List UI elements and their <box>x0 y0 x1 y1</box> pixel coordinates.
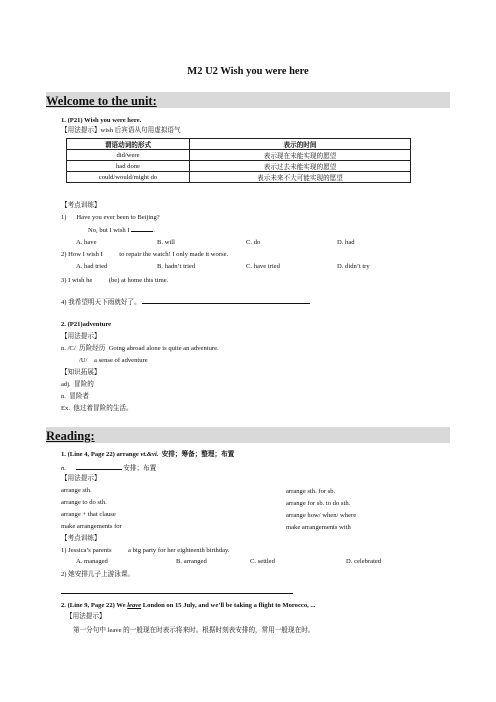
item2-tip: 【用法提示】 <box>61 333 101 340</box>
table-row <box>67 161 411 172</box>
table-cell: 表示未来不大可能实现的愿望 <box>190 172 411 183</box>
usage-right-1: arrange sth. for sb. <box>286 488 336 495</box>
reading1-noun-line <box>61 462 156 473</box>
reading1-pos: vt.&vi. <box>140 451 159 458</box>
usage-right-3: arrange how/ when/ where <box>286 512 357 519</box>
item2-line1: n. /C/ 历险经历 Going abroad alone is quite an adventure. <box>61 345 219 352</box>
item1-q1-line2: No, but I wish I . <box>88 224 155 235</box>
table-header-cell: 谓语动词的形式 <box>67 139 190 150</box>
reading2-heading-rest: London on 15 July, and we’ll be taking a flight to Morocco, ... <box>141 602 316 609</box>
q1-option-c: C. do <box>246 239 261 246</box>
answer-blank[interactable] <box>142 296 310 304</box>
item1-tip: 【用法提示】wish 后宾语从句用虚拟语气 <box>61 127 181 134</box>
table-cell: could/would/might do <box>67 172 190 183</box>
table-header-cell: 表示的时间 <box>190 139 411 150</box>
table-cell: 表示过去未能实现的愿望 <box>190 161 411 172</box>
q2-option-b: B. hadn’t tried <box>157 263 196 270</box>
item1-q2: 2) How I wish I to repair the watch! I only made it worse. <box>61 251 229 258</box>
reading2-heading <box>61 601 315 610</box>
usage-left-3: arrange + that clause <box>61 511 116 518</box>
item2-extension-label: 【知识拓展】 <box>61 369 101 376</box>
usage-left-4: make arrangements for <box>61 523 122 530</box>
reading1-practice-label: 【考点训练】 <box>61 535 101 542</box>
item2-line3: adj. 冒险的 <box>61 381 94 388</box>
item1-q4 <box>61 296 310 307</box>
usage-left-2: arrange to do sth. <box>61 499 107 506</box>
item2-line5: Ex. 他过着冒险的生活。 <box>61 405 133 412</box>
item1-q1-line1: 1) Have you ever been to Beijing? <box>61 214 160 221</box>
table-cell: had done <box>67 161 190 172</box>
usage-left-1: arrange sth. <box>61 487 92 494</box>
table-row <box>67 150 411 161</box>
q1-option-b: B. will <box>157 239 175 246</box>
q2-option-d: D. didn’t try <box>337 263 370 270</box>
reading1-meanings: 安排；筹备；整理；布置 <box>158 451 235 458</box>
page-title: M2 U2 Wish you were here <box>187 66 309 77</box>
reading1-q2: 2) 她安排儿子上游泳课。 <box>61 571 135 578</box>
item2-line4: n. 冒险者 <box>61 393 90 400</box>
usage-right-4: make arrangements with <box>286 524 351 531</box>
reading1-heading-text: 1. (Line 4, Page 22) arrange <box>61 451 141 458</box>
item1-q3: 3) I wish he (be) at home this time. <box>61 277 169 284</box>
r-q1-option-a: A. managed <box>76 558 108 565</box>
section-header-reading <box>46 427 450 443</box>
reading2-heading-text: 2. (Line 9, Page 22) We <box>61 602 128 609</box>
table-cell: did/were <box>67 150 190 161</box>
table-row <box>67 172 411 183</box>
answer-line[interactable] <box>61 593 293 594</box>
r-q1-option-c: C. settled <box>250 558 275 565</box>
item2-heading: 2. (P21)adventure <box>61 321 112 328</box>
q1-option-a: A. have <box>76 239 97 246</box>
q2-option-c: C. have tried <box>246 263 280 270</box>
noun-meaning: 安排；布置 <box>123 465 157 472</box>
reading1-q1: 1) Jessica’s parents a big party for her eighteenth birthday. <box>61 547 230 554</box>
q2-option-a: A. had tried <box>76 263 108 270</box>
reading2-text: 第一分句中 leave 的一般现在时表示将来时。根据时刻表安排的，常用一般现在时。 <box>73 627 315 634</box>
item1-q1-text: No, but I wish I <box>88 227 130 234</box>
item2-line2: /U/ a sense of adventure <box>79 357 148 364</box>
section-title-welcome: Welcome to the unit: <box>46 94 157 108</box>
subjunctive-table <box>66 138 411 183</box>
answer-blank[interactable] <box>131 224 153 232</box>
section-header-welcome <box>46 92 450 108</box>
reading2-tip: 【用法提示】 <box>66 613 106 620</box>
table-header-row <box>67 139 411 150</box>
q1-option-d: D. had <box>337 239 355 246</box>
table-cell: 表示现在未能实现的愿望 <box>190 150 411 161</box>
reading1-heading <box>61 450 234 459</box>
item1-q4-text: 4) 我希望明天下雨就好了。 <box>61 299 141 306</box>
reading2-leave: leave <box>127 602 142 609</box>
item1-practice-label: 【考点训练】 <box>61 202 101 209</box>
r-q1-option-d: D. celebrated <box>346 558 382 565</box>
r-q1-option-b: B. arranged <box>176 558 207 565</box>
noun-label: n. <box>61 465 66 472</box>
usage-right-2: arrange for sb. to do sth. <box>286 500 351 507</box>
answer-blank[interactable] <box>76 462 122 470</box>
reading1-tip: 【用法提示】 <box>61 475 101 482</box>
item1-heading: 1. (P21) Wish you were here. <box>61 117 142 124</box>
section-title-reading: Reading: <box>46 429 95 443</box>
